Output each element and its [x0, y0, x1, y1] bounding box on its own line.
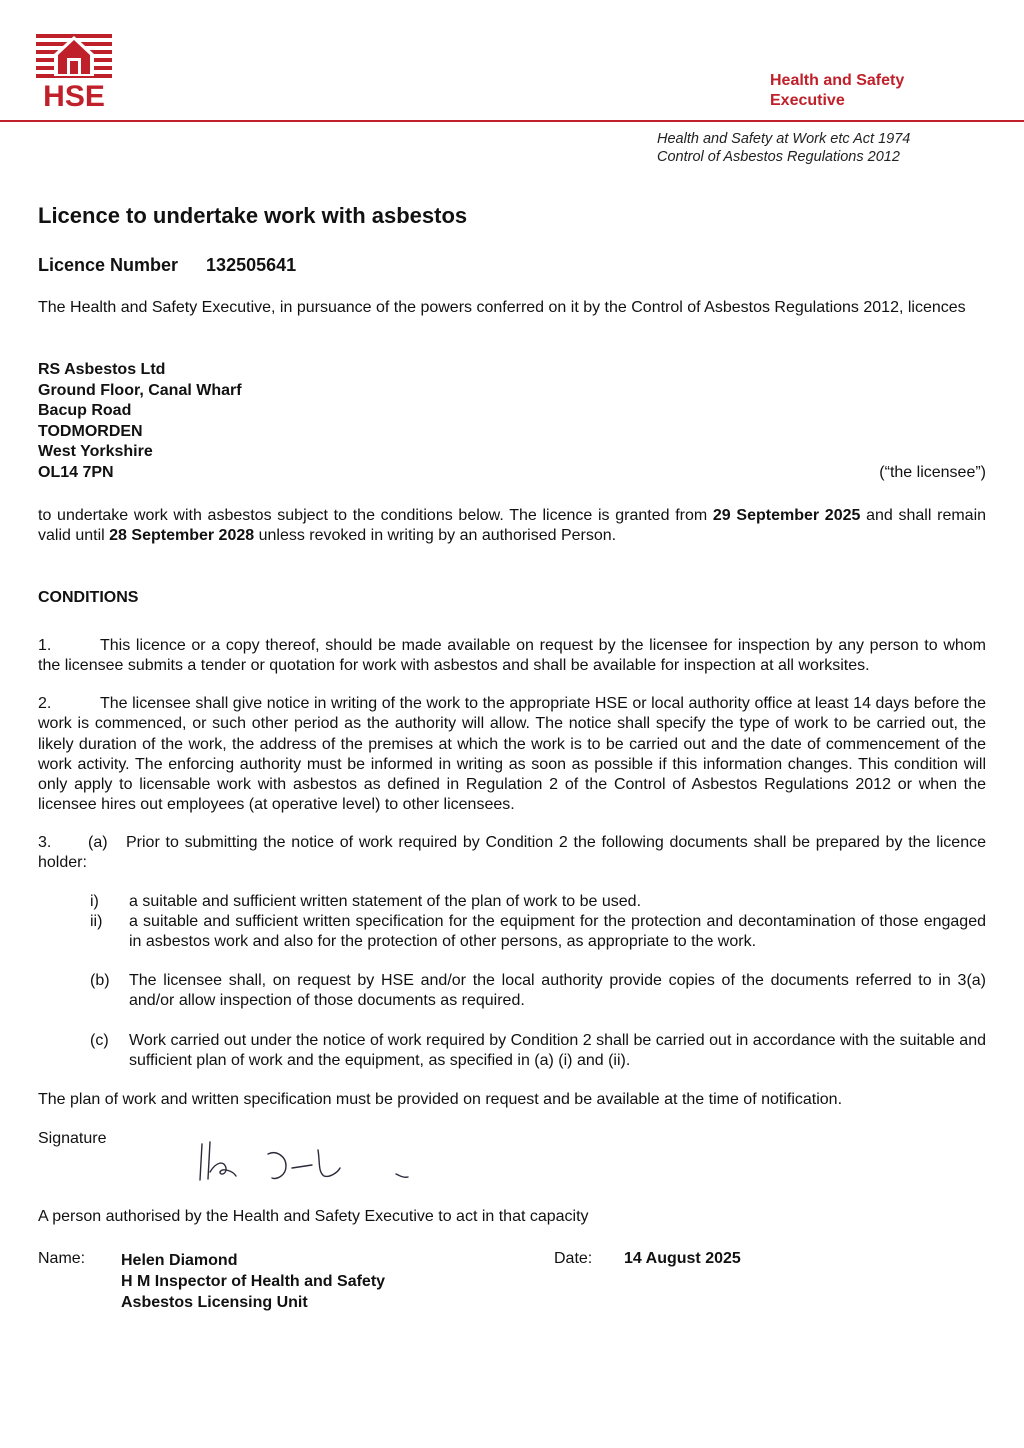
- address-line: TODMORDEN: [38, 422, 143, 440]
- signature-label: Signature: [38, 1130, 107, 1147]
- condition-3a: [38, 833, 986, 874]
- grant-text: and shall remain valid until: [38, 507, 987, 545]
- grant-text: to undertake work with asbestos subject to the conditions below. The licence is granted from: [38, 507, 713, 524]
- item-label: (c): [90, 1032, 109, 1049]
- licence-number-row: [38, 255, 296, 276]
- condition-text: This licence or a copy thereof, should be made available on request by the licensee for inspection by any person to whom the licensee submits a tender or quotation for work with asbestos and shall be available for inspection at all worksites.: [38, 637, 986, 675]
- act-line-2: Control of Asbestos Regulations 2012: [657, 149, 900, 165]
- condition-number: 3.: [38, 834, 52, 851]
- licensee-address: [38, 360, 986, 484]
- org-name: [770, 71, 940, 111]
- act-line-1: Health and Safety at Work etc Act 1974: [657, 131, 911, 147]
- licensee-tag: (“the licensee”): [879, 464, 986, 481]
- condition-sub-label: (a): [88, 834, 108, 851]
- grant-text: unless revoked in writing by an authorised Person.: [254, 527, 617, 545]
- legislation-references: [657, 130, 910, 166]
- name-label: Name:: [38, 1250, 86, 1267]
- org-name-line1: Health and Safety: [770, 72, 905, 89]
- address-line: Bacup Road: [38, 402, 132, 420]
- item-label: ii): [90, 913, 103, 930]
- conditions-heading: CONDITIONS: [38, 589, 139, 606]
- licence-number: 132505641: [206, 255, 297, 275]
- condition-3a-item-i: [90, 892, 986, 912]
- address-line: OL14 7PN: [38, 463, 114, 481]
- signatory-unit: Asbestos Licensing Unit: [121, 1294, 308, 1311]
- date-label: Date:: [554, 1250, 593, 1267]
- item-text: The licensee shall, on request by HSE and/or the local authority provide copies of the documents referred to in 3(a) and/or allow inspection of those documents as required.: [129, 972, 986, 1010]
- address-line: Ground Floor, Canal Wharf: [38, 381, 242, 399]
- item-label: i): [90, 893, 99, 910]
- authorised-statement: A person authorised by the Health and Safety Executive to act in that capacity: [38, 1208, 589, 1225]
- start-date: 29 September 2025: [712, 507, 861, 524]
- org-name-line2: Executive: [770, 92, 845, 109]
- grant-paragraph: [38, 506, 986, 547]
- intro-paragraph: The Health and Safety Executive, in pursuance of the powers conferred on it by the Control of Asbestos Regulations 2012, licences: [38, 299, 966, 316]
- item-label: (b): [90, 972, 110, 989]
- document-title: Licence to undertake work with asbestos: [38, 203, 468, 228]
- condition-2: [38, 694, 986, 816]
- item-text: a suitable and sufficient written specification for the equipment for the protection and decontamination of those engaged in asbestos work and also for the protection of other persons, as appropriate to the work.: [129, 913, 986, 951]
- logo-text: HSE: [43, 80, 105, 110]
- end-date: 28 September 2028: [109, 527, 255, 545]
- condition-3b: [90, 971, 986, 1012]
- condition-text: Prior to submitting the notice of work required by Condition 2 the following documents shall be prepared by the licence holder:: [38, 834, 986, 872]
- address-line: RS Asbestos Ltd: [38, 361, 166, 378]
- condition-3a-item-ii: [90, 912, 986, 953]
- condition-text: The licensee shall give notice in writing of the work to the appropriate HSE or local authority office at least 14 days before the work is commenced, or such other period as the authority will allow. The notice shall specify the type of work to be carried out, the likely duration of the work, the address of the premises at which the work is to be carried out and the date of commencement of the work activity. The enforcing authority must be informed in writing as soon as possible if this information changes. This condition will only apply to licensable work with asbestos as defined in Regulation 2 of the Control of Asbestos Regulations 2012 or when the licensee hires out employees (at operative level) to other licensees.: [38, 695, 986, 814]
- condition-number: 1.: [38, 637, 52, 654]
- hse-logo: [36, 34, 112, 110]
- licence-number-label: Licence Number: [38, 255, 179, 275]
- condition-3c: [90, 1031, 986, 1072]
- signatory-name: Helen Diamond: [121, 1252, 238, 1269]
- item-text: a suitable and sufficient written statement of the plan of work to be used.: [129, 893, 642, 910]
- handwritten-signature: [190, 1132, 420, 1192]
- signatory-block: [121, 1250, 385, 1313]
- address-line: West Yorkshire: [38, 443, 153, 461]
- plan-note: The plan of work and written specification must be provided on request and be available at the time of notification.: [38, 1091, 843, 1108]
- header-divider: [0, 120, 1024, 122]
- condition-1: [38, 636, 986, 677]
- item-text: Work carried out under the notice of work required by Condition 2 shall be carried out in accordance with the suitable and sufficient plan of work and the equipment, as specified in (a) (i) and (ii).: [129, 1032, 986, 1070]
- condition-number: 2.: [38, 695, 52, 712]
- signatory-role: H M Inspector of Health and Safety: [121, 1273, 386, 1290]
- issue-date: 14 August 2025: [624, 1250, 741, 1267]
